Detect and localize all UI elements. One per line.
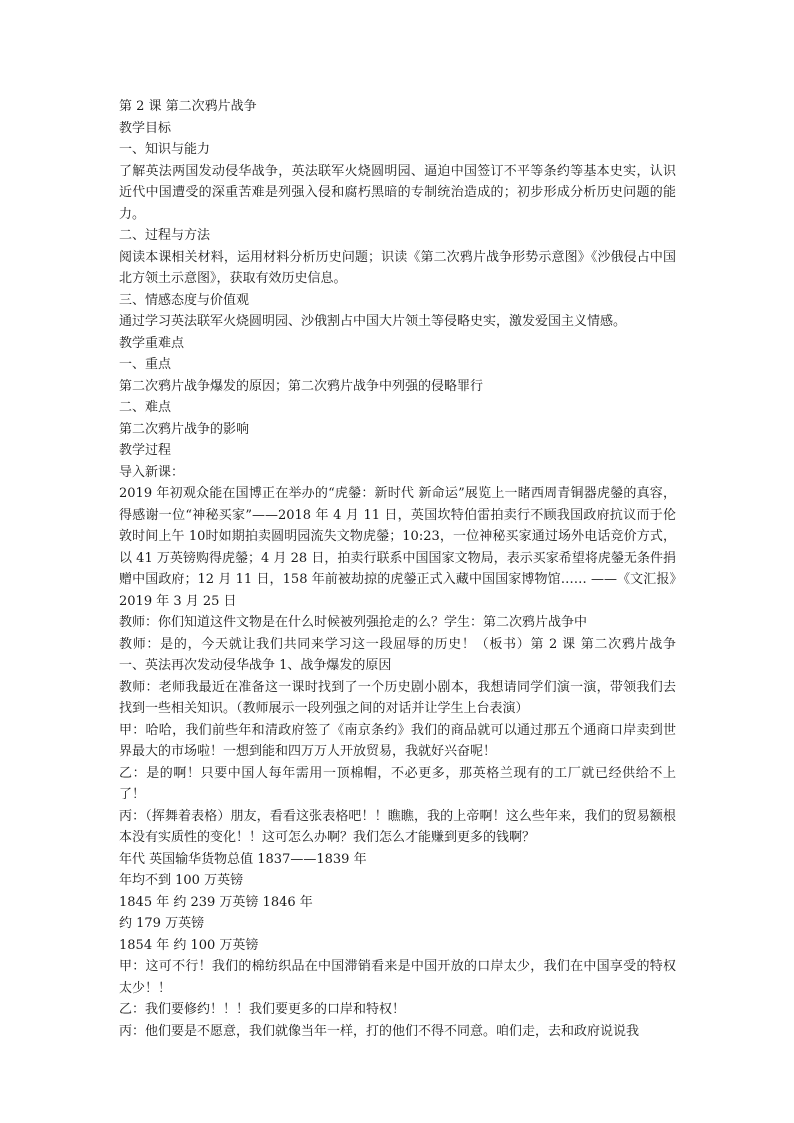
table-line: 1845 年 约 239 万英镑 1846 年 bbox=[119, 894, 313, 910]
dialog-jia-2: 甲：这可不行！我们的棉纺织品在中国滞销看来是中国开放的口岸太少，我们在中国享受的特权太少！！ bbox=[119, 959, 676, 996]
table-line: 约 179 万英镑 bbox=[119, 916, 205, 931]
heading-emotion: 三、情感态度与价值观 bbox=[119, 292, 250, 308]
dialog-yi-2: 乙：我们要修约！！！我们要更多的口岸和特权！ bbox=[119, 1002, 406, 1017]
heading-difficult: 二、难点 bbox=[119, 400, 172, 415]
table-line: 年均不到 100 万英镑 bbox=[119, 873, 244, 888]
paragraph-intro: 2019 年初观众能在国博正在举办的“虎鎣：新时代 新命运”展览上一睹西周青铜器虎鎣的真容，得感谢一位“神秘买家”——2018 年 4 月 11 日，英国坎特伯雷拍卖行不顾我国政府抗议而于伦敦时间上午 10时如期拍卖圆明园流失文物虎鎣；10:23，一位神秘买家通过场外电话竞价方式，以 41 万英镑购得虎鎣；4 月 28 日，拍卖行联系中国国家文物局，表示买家希望将虎鎣无条件捐赠中国政府；12 月 11 日，158 年前被劫掠的虎鎣正式入藏中国国家博物馆…… ——《文汇报》2019 年 3 月 25 日 bbox=[119, 486, 676, 609]
heading-keypoints: 教学重难点 bbox=[119, 335, 185, 351]
heading-goals: 教学目标 bbox=[119, 120, 172, 136]
paragraph-process: 阅读本课相关材料，运用材料分析历史问题；识读《第二次鸦片战争形势示意图》《沙俄侵占中国北方领土示意图》，获取有效历史信息。 bbox=[119, 249, 676, 286]
lesson-title: 第 2 课 第二次鸦片战争 bbox=[119, 99, 257, 114]
table-line: 1854 年 约 100 万英镑 bbox=[119, 937, 259, 953]
table-line: 年代 英国输华货物总值 1837——1839 年 bbox=[119, 851, 367, 867]
paragraph-emotion: 通过学习英法联军火烧圆明园、沙俄割占中国大片领土等侵略史实，激发爱国主义情感。 bbox=[119, 314, 627, 329]
dialog-jia-1: 甲：哈哈，我们前些年和清政府签了《南京条约》我们的商品就可以通过那五个通商口岸卖到世界最大的市场啦！一想到能和四万万人开放贸易，我就好兴奋呢！ bbox=[119, 722, 676, 759]
dialog-bing-1: 丙：（挥舞着表格）朋友，看看这张表格吧！！瞧瞧，我的上帝啊！这么些年来，我们的贸易额根本没有实质性的变化！！这可怎么办啊？我们怎么才能赚到更多的钱啊？ bbox=[119, 808, 676, 845]
dialog-teacher-1: 教师：你们知道这件文物是在什么时候被列强抢走的么？学生：第二次鸦片战争中 bbox=[119, 615, 588, 630]
dialog-teacher-2: 教师：是的，今天就让我们共同来学习这一段屈辱的历史！（板书）第 2 课 第二次鸦片战争 一、英法再次发动侵华战争 1、战争爆发的原因 bbox=[119, 636, 676, 673]
paragraph-knowledge: 了解英法两国发动侵华战争，英法联军火烧圆明园、逼迫中国签订不平等条约等基本史实，认识近代中国遭受的深重苦难是列强入侵和腐朽黑暗的专制统治造成的；初步形成分析历史问题的能力。 bbox=[119, 163, 676, 222]
dialog-teacher-3: 教师：老师我最近在准备这一课时找到了一个历史剧小剧本，我想请同学们演一演，带领我们去找到一些相关知识。（教师展示一段列强之间的对话并让学生上台表演） bbox=[119, 679, 676, 716]
heading-knowledge: 一、知识与能力 bbox=[119, 142, 211, 157]
dialog-yi-1: 乙：是的啊！只要中国人每年需用一顶棉帽，不必更多，那英格兰现有的工厂就已经供给不上了！ bbox=[119, 765, 676, 802]
heading-intro: 导入新课： bbox=[119, 464, 185, 480]
dialog-bing-2: 丙：他们要是不愿意，我们就像当年一样，打的他们不得不同意。咱们走，去和政府说说我 bbox=[119, 1023, 640, 1039]
document-body bbox=[119, 96, 676, 1042]
heading-process: 二、过程与方法 bbox=[119, 228, 211, 243]
heading-key: 一、重点 bbox=[119, 357, 172, 372]
heading-procedure: 教学过程 bbox=[119, 443, 172, 458]
paragraph-key: 第二次鸦片战争爆发的原因；第二次鸦片战争中列强的侵略罪行 bbox=[119, 378, 484, 394]
paragraph-difficult: 第二次鸦片战争的影响 bbox=[119, 421, 250, 437]
